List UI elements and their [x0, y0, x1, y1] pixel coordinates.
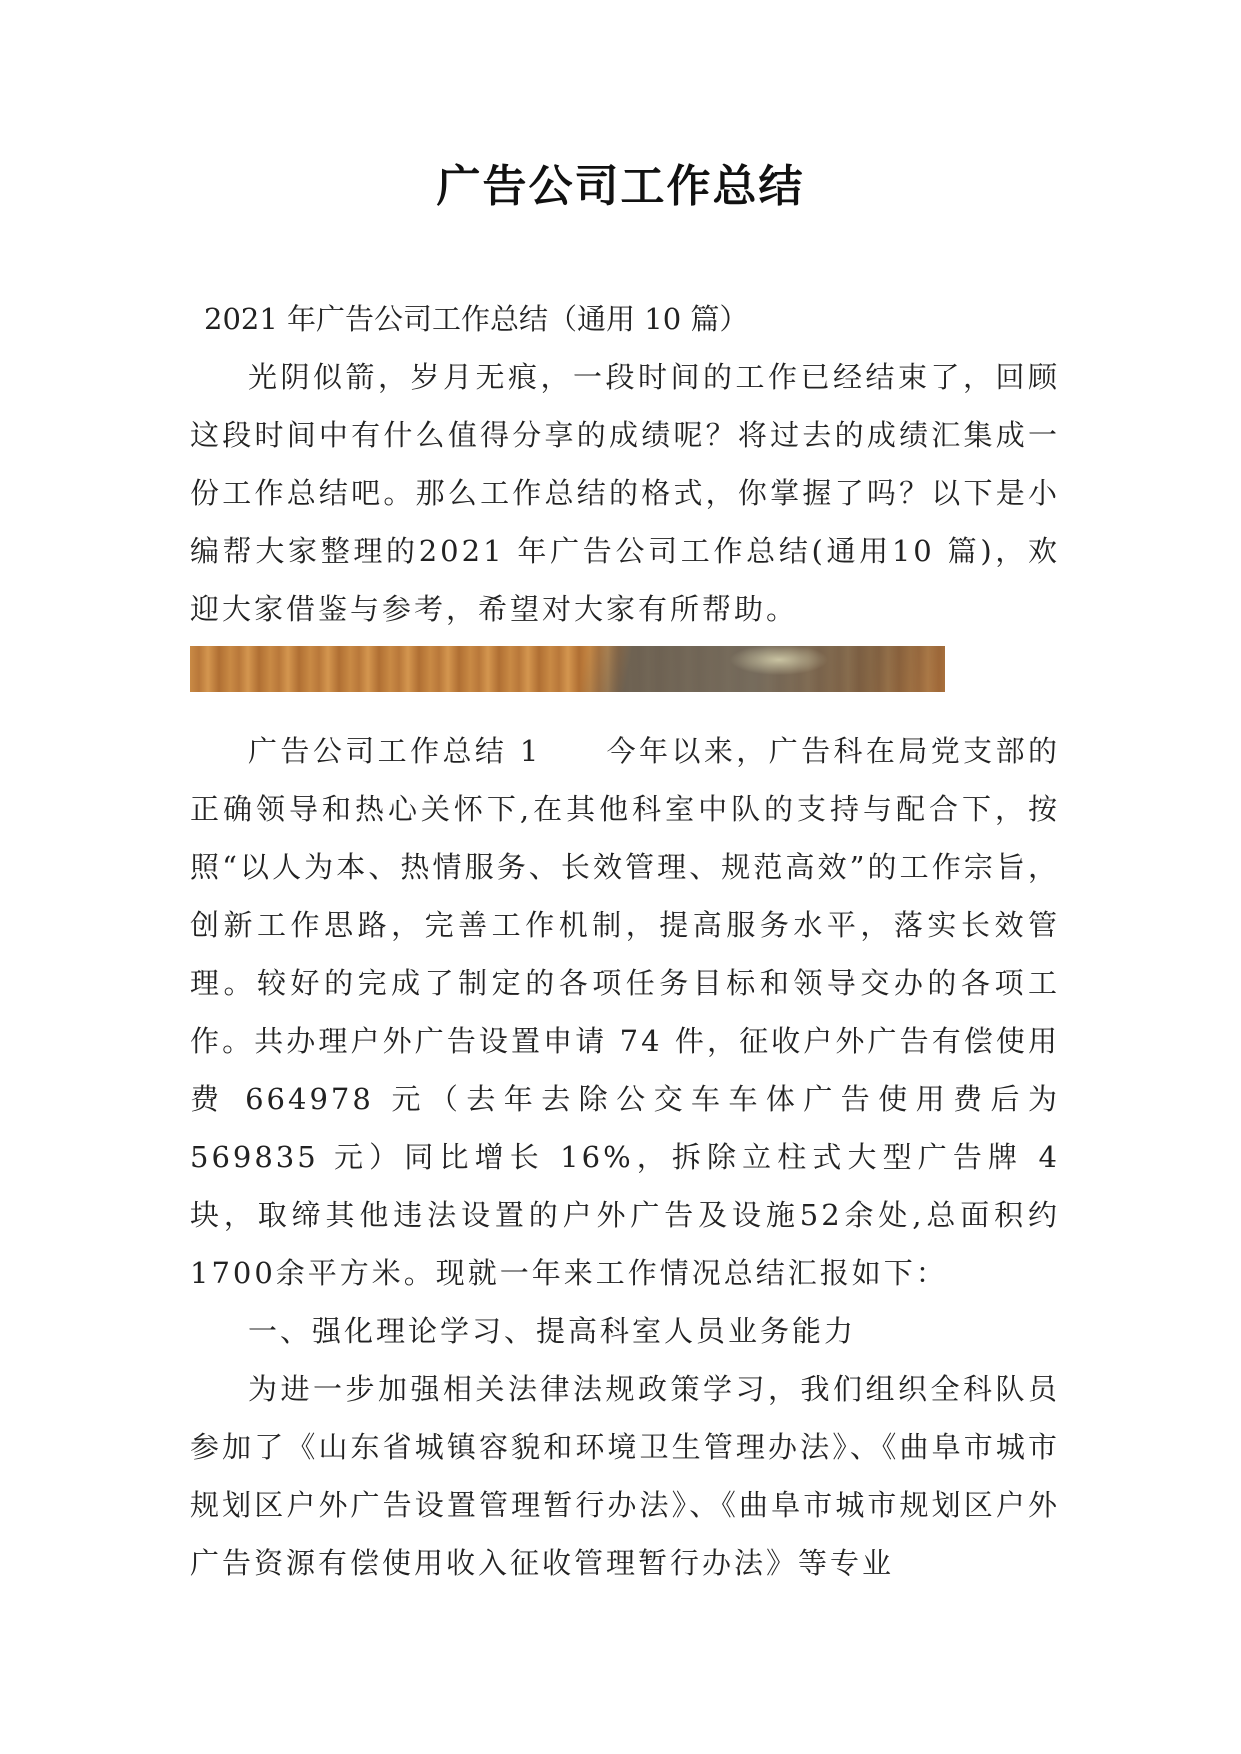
document-body: [190, 290, 1060, 1592]
article-1-paragraph: 广告公司工作总结 1 今年以来，广告科在局党支部的正确领导和热心关怀下,在其他科室中队的支持与配合下，按照“以人为本、热情服务、长效管理、规范高效”的工作宗旨，创新工作思路，完善工作机制，提高服务水平，落实长效管理。较好的完成了制定的各项任务目标和领导交办的各项工作。共办理户外广告设置申请 74 件，征收户外广告有偿使用费 664978 元（去年去除公交车车体广告使用费后为 569835 元）同比增长 16%，拆除立柱式大型广告牌 4 块，取缔其他违法设置的户外广告及设施52余处,总面积约1700余平方米。现就一年来工作情况总结汇报如下：: [190, 734, 1060, 1290]
wood-floor-image: [190, 646, 945, 692]
section-1-heading: 一、强化理论学习、提高科室人员业务能力: [248, 1314, 857, 1348]
document-title: 广告公司工作总结: [436, 161, 805, 212]
section-1-paragraph: 为进一步加强相关法律法规政策学习，我们组织全科队员参加了《山东省城镇容貌和环境卫生管理办法》、《曲阜市城市规划区户外广告设置管理暂行办法》、《曲阜市城市规划区户外广告资源有偿使用收入征收管理暂行办法》等专业: [190, 1372, 1060, 1580]
intro-paragraph: 光阴似箭，岁月无痕，一段时间的工作已经结束了，回顾这段时间中有什么值得分享的成绩呢？将过去的成绩汇集成一份工作总结吧。那么工作总结的格式，你掌握了吗？以下是小编帮大家整理的2021 年广告公司工作总结(通用10 篇)，欢迎大家借鉴与参考，希望对大家有所帮助。: [190, 360, 1060, 626]
document-subtitle: 2021 年广告公司工作总结（通用 10 篇）: [204, 302, 749, 336]
